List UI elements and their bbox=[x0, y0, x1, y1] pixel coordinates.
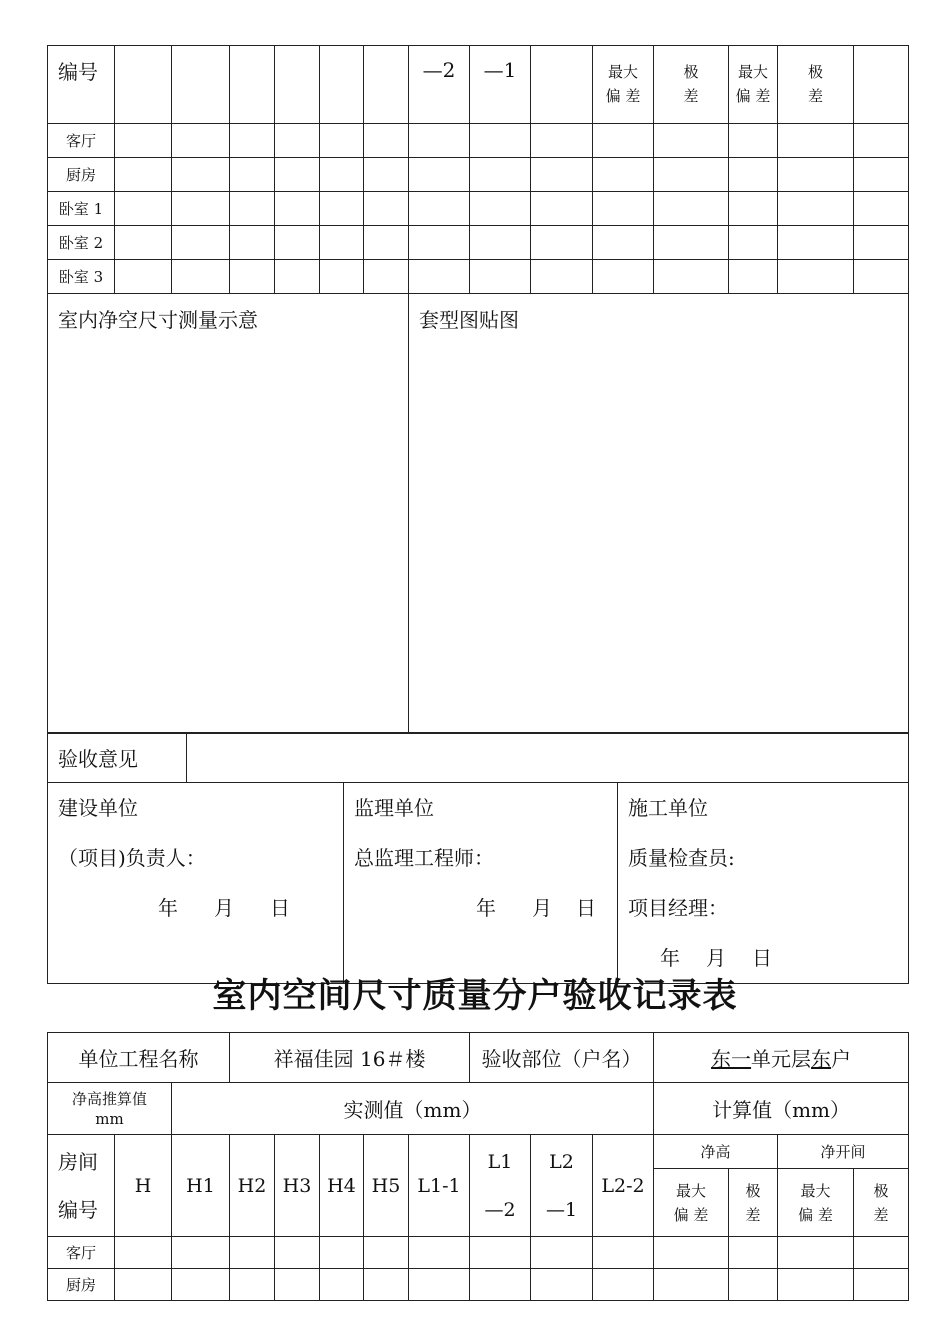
col-l2-1: L2 —1 bbox=[531, 1135, 593, 1237]
table-row bbox=[48, 226, 909, 260]
supervisor-date: 年 月 日 bbox=[476, 896, 596, 920]
sketch-label: 室内净空尺寸测量示意 bbox=[58, 308, 258, 332]
cell[interactable] bbox=[115, 46, 172, 124]
room-label: 客厅 bbox=[48, 124, 115, 158]
col-h3: H3 bbox=[275, 1135, 320, 1237]
col-l1-1: L1-1 bbox=[409, 1135, 470, 1237]
table-row bbox=[48, 260, 909, 294]
room-label: 厨房 bbox=[48, 158, 115, 192]
height-calc-label: 净高推算值 mm bbox=[48, 1083, 172, 1135]
acceptance-label: 验收意见 bbox=[48, 733, 187, 783]
range-2: 极 差 bbox=[854, 1169, 909, 1237]
table-row bbox=[48, 158, 909, 192]
col-h2: H2 bbox=[230, 1135, 275, 1237]
header-range-2: 极 差 bbox=[778, 46, 854, 124]
col-h1: H1 bbox=[172, 1135, 230, 1237]
cell[interactable] bbox=[230, 46, 275, 124]
page-title: 室内空间尺寸质量分户验收记录表 bbox=[212, 976, 738, 1016]
room-label: 卧室 3 bbox=[48, 260, 115, 294]
net-width-label: 净开间 bbox=[778, 1135, 909, 1169]
acceptance-table bbox=[47, 732, 909, 783]
contractor-manager-label: 项目经理： bbox=[628, 896, 728, 920]
col-h: H bbox=[115, 1135, 172, 1237]
builder-signature-block[interactable] bbox=[48, 783, 344, 984]
contractor-signature-block[interactable] bbox=[618, 783, 909, 984]
project-name-label: 单位工程名称 bbox=[48, 1033, 230, 1083]
cell[interactable] bbox=[364, 46, 409, 124]
room-label: 厨房 bbox=[48, 1269, 115, 1301]
table-row bbox=[48, 192, 909, 226]
cell[interactable] bbox=[275, 46, 320, 124]
supervisor-person-label: 总监理工程师： bbox=[354, 846, 494, 870]
location-value[interactable]: 东一单元层东户 bbox=[654, 1033, 909, 1083]
table-row bbox=[48, 1237, 909, 1269]
header-range-1: 极 差 bbox=[654, 46, 729, 124]
cell[interactable] bbox=[531, 46, 593, 124]
measured-value-label: 实测值（mm） bbox=[172, 1083, 654, 1135]
signature-table bbox=[47, 782, 909, 984]
lower-measurement-table bbox=[47, 1032, 909, 1301]
header-max-deviation-2: 最大 偏 差 bbox=[729, 46, 778, 124]
table-row bbox=[48, 1269, 909, 1301]
range-1: 极 差 bbox=[729, 1169, 778, 1237]
project-name-value[interactable]: 祥福佳园 16＃楼 bbox=[230, 1033, 470, 1083]
room-number-label: 房间 编号 bbox=[48, 1135, 115, 1237]
cell[interactable] bbox=[320, 46, 364, 124]
location-label: 验收部位（户名） bbox=[470, 1033, 654, 1083]
sketch-area[interactable] bbox=[48, 294, 409, 734]
cell[interactable] bbox=[854, 46, 909, 124]
header-l2-1: —1 bbox=[470, 46, 531, 124]
contractor-date: 年 月 日 bbox=[660, 946, 772, 970]
calculated-value-label: 计算值（mm） bbox=[654, 1083, 909, 1135]
col-h5: H5 bbox=[364, 1135, 409, 1237]
table-row bbox=[48, 124, 909, 158]
header-l1-2: —2 bbox=[409, 46, 470, 124]
contractor-inspector-label: 质量检查员: bbox=[628, 846, 735, 870]
header-max-deviation-1: 最大 偏 差 bbox=[593, 46, 654, 124]
upper-measurement-table bbox=[47, 45, 909, 734]
builder-date: 年 月 日 bbox=[158, 896, 290, 920]
room-label: 卧室 1 bbox=[48, 192, 115, 226]
acceptance-opinion-field[interactable] bbox=[187, 733, 909, 783]
builder-unit-label: 建设单位 bbox=[58, 796, 138, 820]
floor-plan-label: 套型图贴图 bbox=[419, 308, 519, 332]
contractor-unit-label: 施工单位 bbox=[628, 796, 708, 820]
supervisor-unit-label: 监理单位 bbox=[354, 796, 434, 820]
cell[interactable] bbox=[172, 46, 230, 124]
col-h4: H4 bbox=[320, 1135, 364, 1237]
col-l2-2: L2-2 bbox=[593, 1135, 654, 1237]
floor-plan-area[interactable] bbox=[409, 294, 909, 734]
col-l1-2: L1 —2 bbox=[470, 1135, 531, 1237]
net-height-label: 净高 bbox=[654, 1135, 778, 1169]
room-label: 卧室 2 bbox=[48, 226, 115, 260]
builder-person-label: （项目)负责人： bbox=[58, 846, 206, 870]
room-label: 客厅 bbox=[48, 1237, 115, 1269]
max-deviation-2: 最大 偏 差 bbox=[778, 1169, 854, 1237]
supervisor-signature-block[interactable] bbox=[344, 783, 618, 984]
max-deviation-1: 最大 偏 差 bbox=[654, 1169, 729, 1237]
header-bianhao: 编号 bbox=[48, 46, 115, 124]
